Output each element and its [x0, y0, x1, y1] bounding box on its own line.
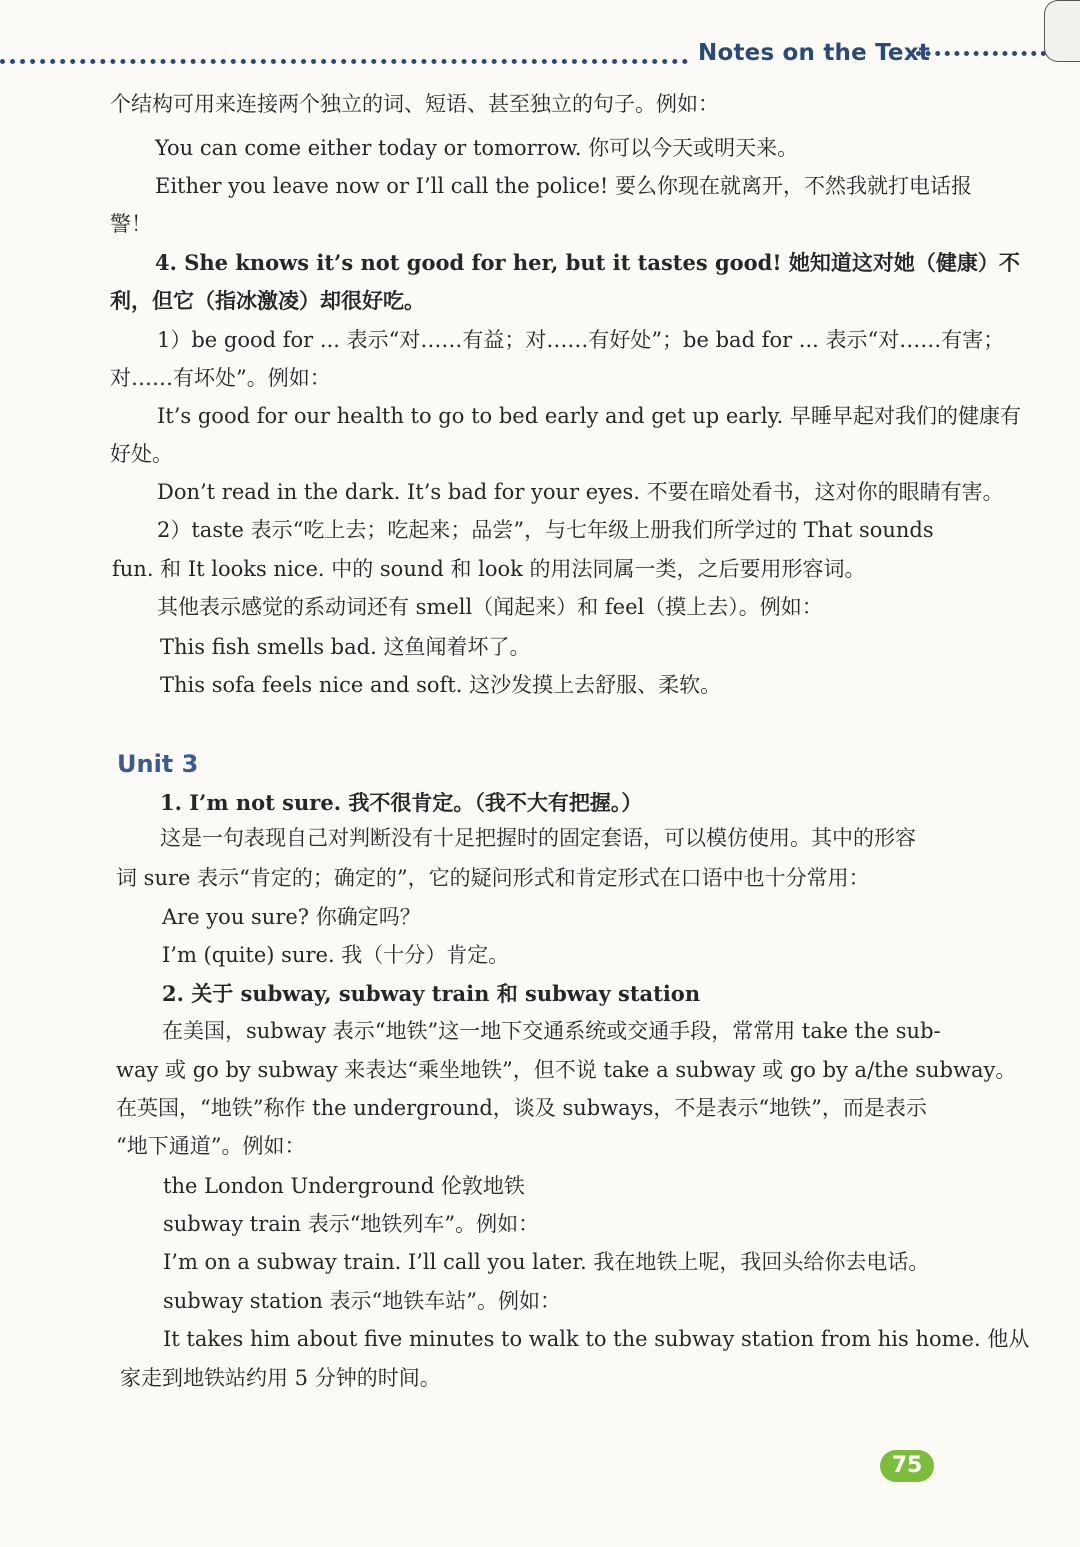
text-line: You can come either today or tomorrow. 你可以今天或明天来。	[155, 136, 799, 160]
note-heading-cont: 利，但它（指冰激凌）却很好吃。	[110, 288, 425, 313]
example-line: It’s good for our health to go to bed early and get up early. 早睡早起对我们的健康有	[157, 404, 1021, 428]
example-line: This fish smells bad. 这鱼闻着坏了。	[160, 635, 531, 659]
text-line: 个结构可用来连接两个独立的词、短语、甚至独立的句子。例如：	[110, 92, 719, 116]
example-line-cont: 好处。	[110, 442, 173, 466]
text-line: 这是一句表现自己对判断没有十足把握时的固定套语，可以模仿使用。其中的形容	[160, 826, 916, 850]
text-line: fun. 和 It looks nice. 中的 sound 和 look 的用法同属一类，之后要用形容词。	[112, 557, 866, 581]
text-line: 对……有坏处”。例如：	[110, 366, 331, 390]
example-line: This sofa feels nice and soft. 这沙发摸上去舒服、柔软。	[160, 673, 722, 697]
header-title: Notes on the Text	[698, 40, 930, 66]
example-line: Are you sure? 你确定吗？	[162, 905, 421, 929]
text-line: way 或 go by subway 来表达“乘坐地铁”，但不说 take a subway 或 go by a/the subway。	[116, 1058, 1017, 1082]
text-line: subway station 表示“地铁车站”。例如：	[163, 1289, 561, 1313]
unit-heading: Unit 3	[117, 750, 199, 778]
text-line: 1）be good for ... 表示“对……有益；对……有好处”；be bad for ... 表示“对……有害；	[157, 328, 1005, 352]
text-line: 2）taste 表示“吃上去；吃起来；品尝”，与七年级上册我们所学过的 That sounds	[157, 518, 934, 542]
text-line: Either you leave now or I’ll call the police! 要么你现在就离开，不然我就打电话报	[155, 174, 973, 198]
text-line: 警！	[110, 212, 152, 236]
example-line: I’m (quite) sure. 我（十分）肯定。	[162, 943, 510, 967]
text-line: “地下通道”。例如：	[116, 1134, 306, 1158]
text-line: 词 sure 表示“肯定的；确定的”，它的疑问形式和肯定形式在口语中也十分常用：	[116, 866, 870, 890]
example-line: I’m on a subway train. I’ll call you later. 我在地铁上呢，我回头给你去电话。	[163, 1250, 930, 1274]
note-heading: 2. 关于 subway, subway train 和 subway station	[162, 981, 701, 1006]
example-line: the London Underground 伦敦地铁	[163, 1174, 525, 1198]
note-heading: 1. I’m not sure. 我不很肯定。（我不大有把握。）	[160, 790, 643, 815]
example-line: Don’t read in the dark. It’s bad for your eyes. 不要在暗处看书，这对你的眼睛有害。	[157, 480, 1004, 504]
example-line-cont: 家走到地铁站约用 5 分钟的时间。	[120, 1366, 441, 1390]
example-line: It takes him about five minutes to walk to the subway station from his home. 他从	[163, 1327, 1030, 1351]
text-line: subway train 表示“地铁列车”。例如：	[163, 1212, 540, 1236]
text-line: 其他表示感觉的系动词还有 smell（闻起来）和 feel（摸上去）。例如：	[157, 595, 823, 619]
text-line: 在英国，“地铁”称作 the underground，谈及 subways，不是表示“地铁”，而是表示	[116, 1096, 927, 1120]
text-line: 在美国，subway 表示“地铁”这一地下交通系统或交通手段，常常用 take the sub-	[162, 1019, 941, 1043]
note-heading: 4. She knows it’s not good for her, but it tastes good! 她知道这对她（健康）不	[155, 250, 1020, 275]
page-number-badge: 75	[880, 1450, 934, 1482]
